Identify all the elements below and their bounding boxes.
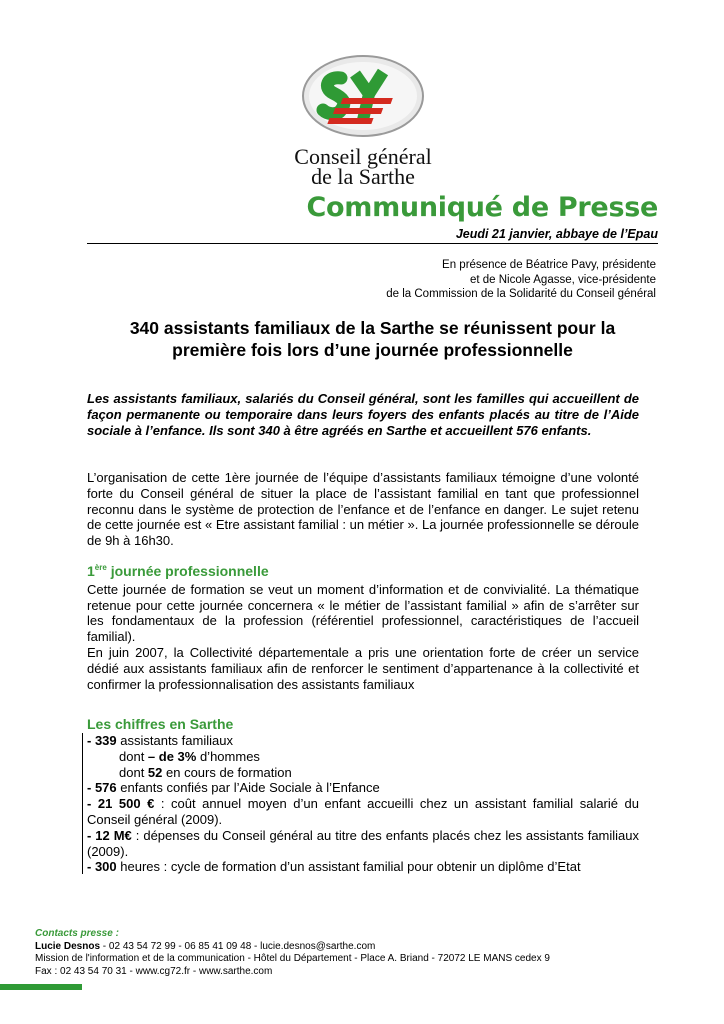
intro-paragraph: Les assistants familiaux, salariés du Conseil général, sont les familles qui accueillent de façon permanente ou temporaire dans leurs foyers des enfants placés au titre de l’Aide sociale à l’enfance. Ils sont 340 à être agréés en Sarthe et accueillent 576 enfants.: [87, 391, 639, 438]
contact-fax-web: Fax : 02 43 54 70 31 - www.cg72.fr - www.sarthe.com: [35, 965, 273, 977]
list-item: dont – de 3% d’hommes: [119, 748, 260, 764]
list-item: - 12 M€ : dépenses du Conseil général au titre des enfants placés chez les assistants familiaux (2009).: [87, 827, 639, 859]
conseil-general-logo: [289, 48, 437, 188]
list-item: dont 52 en cours de formation: [119, 764, 292, 780]
list-item: - 21 500 € : coût annuel moyen d’un enfant accueilli chez un assistant familial salarié du Conseil général (2009).: [87, 796, 640, 827]
section-title: Les chiffres en Sarthe: [87, 716, 234, 732]
body-paragraph: L’organisation de cette 1ère journée de l’équipe d’assistants familiaux témoigne d’une volonté forte du Conseil général de situer la place de l’assistant familial en tant que professionnel reconnu dans le système de protection de l’enfance et de l’enfance en danger. Le sujet retenu de cette journée est « Etre assistant familial : un métier ». La journée professionnelle se déroule de 9h à 16h30.: [87, 470, 639, 549]
presence-line: de la Commission de la Solidarité du Conseil général: [386, 288, 656, 300]
presence-block: [386, 258, 656, 302]
headline: [87, 317, 658, 361]
section-title: 1ère journée professionnelle: [87, 563, 269, 579]
headline-line: première fois lors d’une journée professionnelle: [172, 340, 573, 360]
figures-margin-line: [82, 733, 83, 874]
press-contacts: [35, 928, 550, 978]
presence-line: et de Nicole Agasse, vice-présidente: [469, 273, 656, 286]
list-item: - 339 assistants familiaux: [87, 733, 233, 748]
document-title: Communiqué de Presse: [306, 192, 658, 223]
section-professional-day: [87, 560, 639, 692]
contacts-title: Contacts presse :: [35, 928, 119, 939]
contact-address: Mission de l'information et de la communication - Hôtel du Département - Place A. Briand - 72072 LE MANS cedex 9: [35, 953, 550, 964]
figures-list: [87, 733, 639, 875]
logo-text-line1: Conseil général: [294, 144, 432, 169]
list-item: - 300 heures : cycle de formation d’un assistant familial pour obtenir un diplôme d’Etat: [87, 859, 581, 875]
header-divider: [87, 243, 658, 244]
section-paragraph: Cette journée de formation se veut un moment d’information et de convivialité. La thématique retenue pour cette journée concernera « le métier de l’assistant familial » afin de s’arrêter sur les fondamentaux de la profession (référentiel professionnel, caractéristiques de l’accueil familial).: [87, 581, 639, 645]
list-item: - 576 enfants confiés par l’Aide Sociale à l’Enfance: [87, 780, 380, 796]
footer-green-bar: [0, 984, 82, 990]
section-paragraph: En juin 2007, la Collectivité départementale a pris une orientation forte de créer un service dédié aux assistants familiaux afin de renforcer le sentiment d’appartenance à la collectivité et confirmer la professionnalisation des assistants familiaux: [87, 644, 639, 692]
logo-emblem-icon: [297, 48, 429, 144]
contact-line: Lucie Desnos - 02 43 54 72 99 - 06 85 41 09 48 - lucie.desnos@sarthe.com: [35, 940, 376, 952]
logo-text-line2: de la Sarthe: [311, 164, 415, 189]
date-place: Jeudi 21 janvier, abbaye de l’Epau: [455, 227, 658, 241]
headline-line: 340 assistants familiaux de la Sarthe se réunissent pour la: [129, 318, 616, 338]
presence-line: En présence de Béatrice Pavy, présidente: [442, 259, 656, 271]
